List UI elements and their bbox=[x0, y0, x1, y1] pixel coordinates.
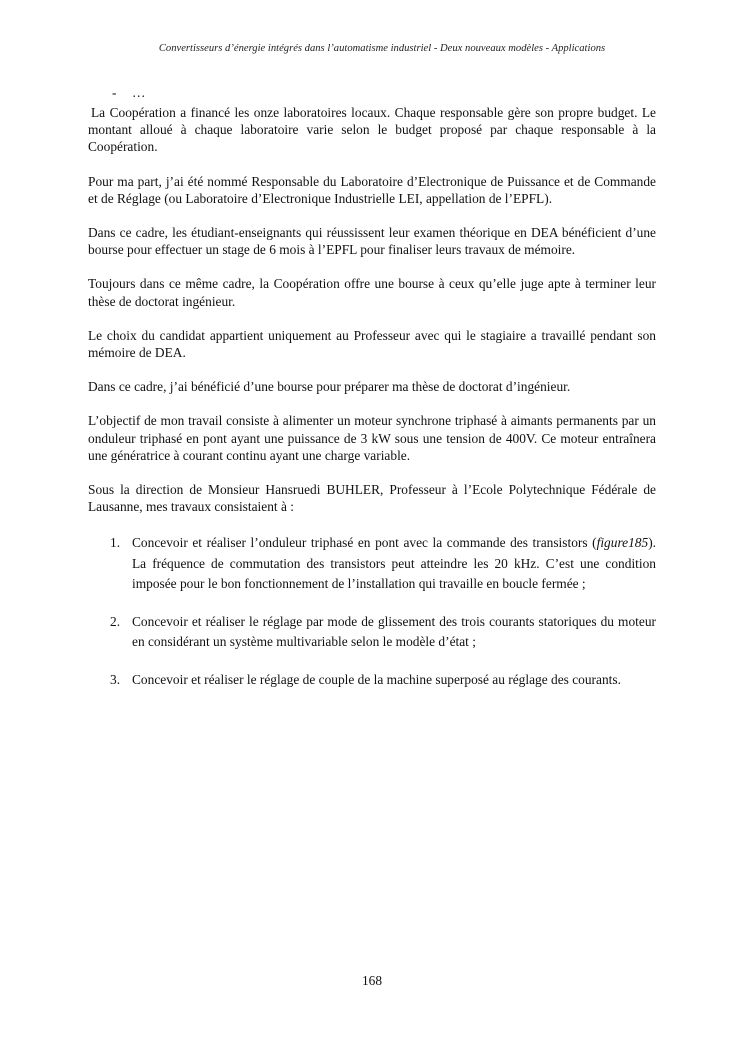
list-item bbox=[88, 612, 656, 653]
list-item-text: Concevoir et réaliser le réglage de couple de la machine superposé au réglage des courants. bbox=[132, 671, 621, 687]
paragraph: Toujours dans ce même cadre, la Coopération offre une bourse à ceux qu’elle juge apte à terminer leur thèse de doctorat ingénieur. bbox=[88, 276, 656, 309]
list-ellipsis: … bbox=[132, 85, 146, 100]
paragraph: Dans ce cadre, les étudiant-enseignants qui réussissent leur examen théorique en DEA bénéficient d’une bourse pour effectuer un stage de 6 mois à l’EPFL pour finaliser leurs travaux de mémoire. bbox=[88, 225, 656, 258]
paragraph: La Coopération a financé les onze laboratoires locaux. Chaque responsable gère son propre budget. Le montant alloué à chaque laboratoire varie selon le budget proposé par chaque responsable à la Coopération. bbox=[88, 105, 656, 155]
paragraph: Sous la direction de Monsieur Hansruedi BUHLER, Professeur à l’Ecole Polytechnique Fédérale de Lausanne, mes travaux consistaient à : bbox=[88, 482, 656, 515]
list-item bbox=[88, 670, 656, 691]
paragraph: Pour ma part, j’ai été nommé Responsable du Laboratoire d’Electronique de Puissance et de Commande et de Réglage (ou Laboratoire d’Electronique Industrielle LEI, appellation de l’EPFL). bbox=[88, 173, 656, 206]
list-continuation bbox=[88, 85, 656, 104]
list-item-text-continued: ). La fréquence de commutation des transistors peut atteindre les 20 kHz. C’est une condition imposée pour le bon fonctionnement de l’installation qui travaille en boucle fermée ; bbox=[132, 535, 656, 592]
paragraph: Le choix du candidat appartient uniquement au Professeur avec qui le stagiaire a travaillé pendant son mémoire de DEA. bbox=[88, 327, 656, 361]
list-item-number: 1. bbox=[110, 535, 121, 551]
list-item-number: 3. bbox=[110, 671, 121, 687]
document-body bbox=[88, 85, 656, 707]
figure-reference: figure185 bbox=[596, 535, 649, 551]
list-item bbox=[88, 533, 656, 595]
list-dash: - bbox=[112, 85, 117, 100]
page-number: 168 bbox=[361, 973, 383, 988]
list-item-text: Concevoir et réaliser le réglage par mode de glissement des trois courants statoriques du moteur en considérant un système multivariable selon le modèle d’état ; bbox=[132, 613, 656, 650]
paragraph: Dans ce cadre, j’ai bénéficié d’une bourse pour préparer ma thèse de doctorat d’ingénieur. bbox=[88, 379, 571, 395]
paragraph: L’objectif de mon travail consiste à alimenter un moteur synchrone triphasé à aimants permanents par un onduleur triphasé en pont ayant une puissance de 3 kW sous une tension de 400V. Ce moteur entraînera une génératrice à courant continu ayant une charge variable. bbox=[88, 413, 656, 463]
running-header: Convertisseurs d’énergie intégrés dans l’automatisme industriel - Deux nouveaux modèles - Applications bbox=[158, 43, 606, 54]
list-item-number: 2. bbox=[110, 613, 121, 629]
list-item-text: Concevoir et réaliser l’onduleur triphasé en pont avec la commande des transistors ( bbox=[132, 535, 597, 551]
task-list bbox=[88, 533, 656, 690]
